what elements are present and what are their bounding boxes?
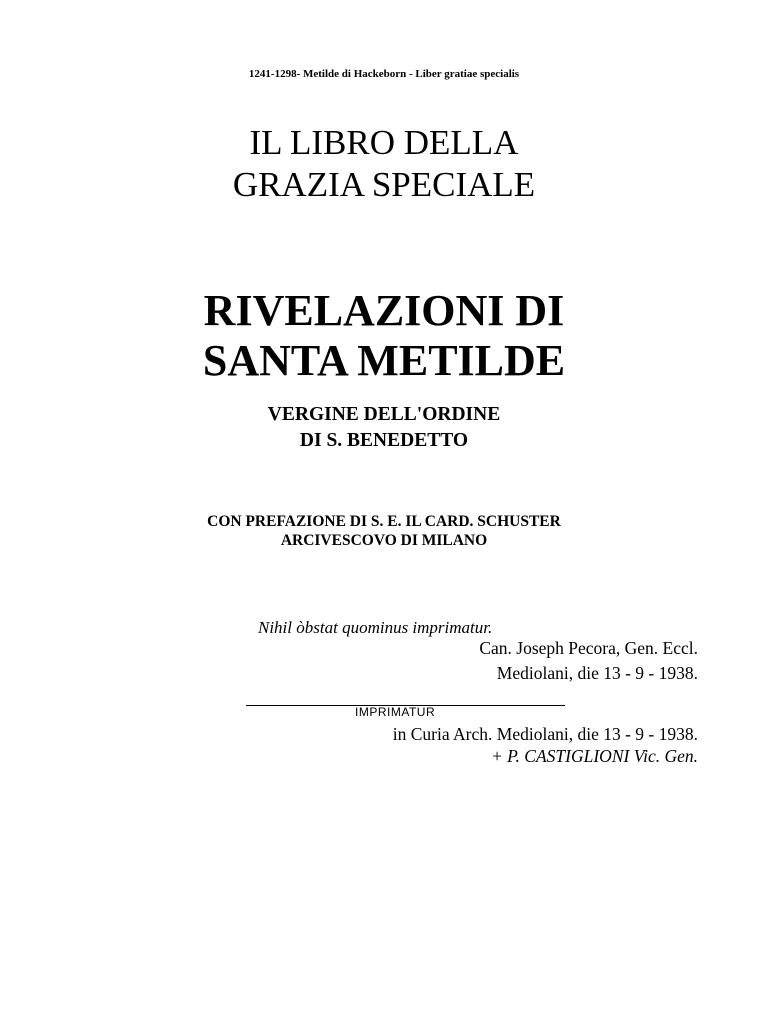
book-title	[0, 122, 768, 206]
book-title-line-2: GRAZIA SPECIALE	[232, 165, 536, 204]
main-title	[0, 286, 768, 386]
main-title-line-1: RIVELAZIONI DI	[203, 286, 565, 335]
censor-name: Can. Joseph Pecora, Gen. Eccl.	[479, 638, 698, 658]
subtitle-line-2: DI S. BENEDETTO	[299, 430, 469, 451]
book-title-line-1: IL LIBRO DELLA	[249, 123, 519, 162]
preface-line-2: ARCIVESCOVO DI MILANO	[280, 532, 488, 549]
preface-line-1: CON PREFAZIONE DI S. E. IL CARD. SCHUSTER	[207, 513, 561, 530]
running-header: 1241-1298- Metilde di Hackeborn - Liber gratiae specialis	[248, 68, 520, 80]
curia-date: in Curia Arch. Mediolani, die 13 - 9 - 1938.	[392, 724, 698, 744]
imprimatur-label: IMPRIMATUR	[355, 705, 436, 719]
preface-note	[0, 512, 768, 550]
main-title-line-2: SANTA METILDE	[202, 336, 566, 385]
censor-date: Mediolani, die 13 - 9 - 1938.	[496, 663, 698, 683]
nihil-obstat: Nihil òbstat quominus imprimatur.	[258, 618, 493, 637]
vicar-signature: + P. CASTIGLIONI Vic. Gen.	[490, 746, 698, 766]
subtitle-line-1: VERGINE DELL'ORDINE	[267, 404, 501, 425]
subtitle	[0, 402, 768, 454]
